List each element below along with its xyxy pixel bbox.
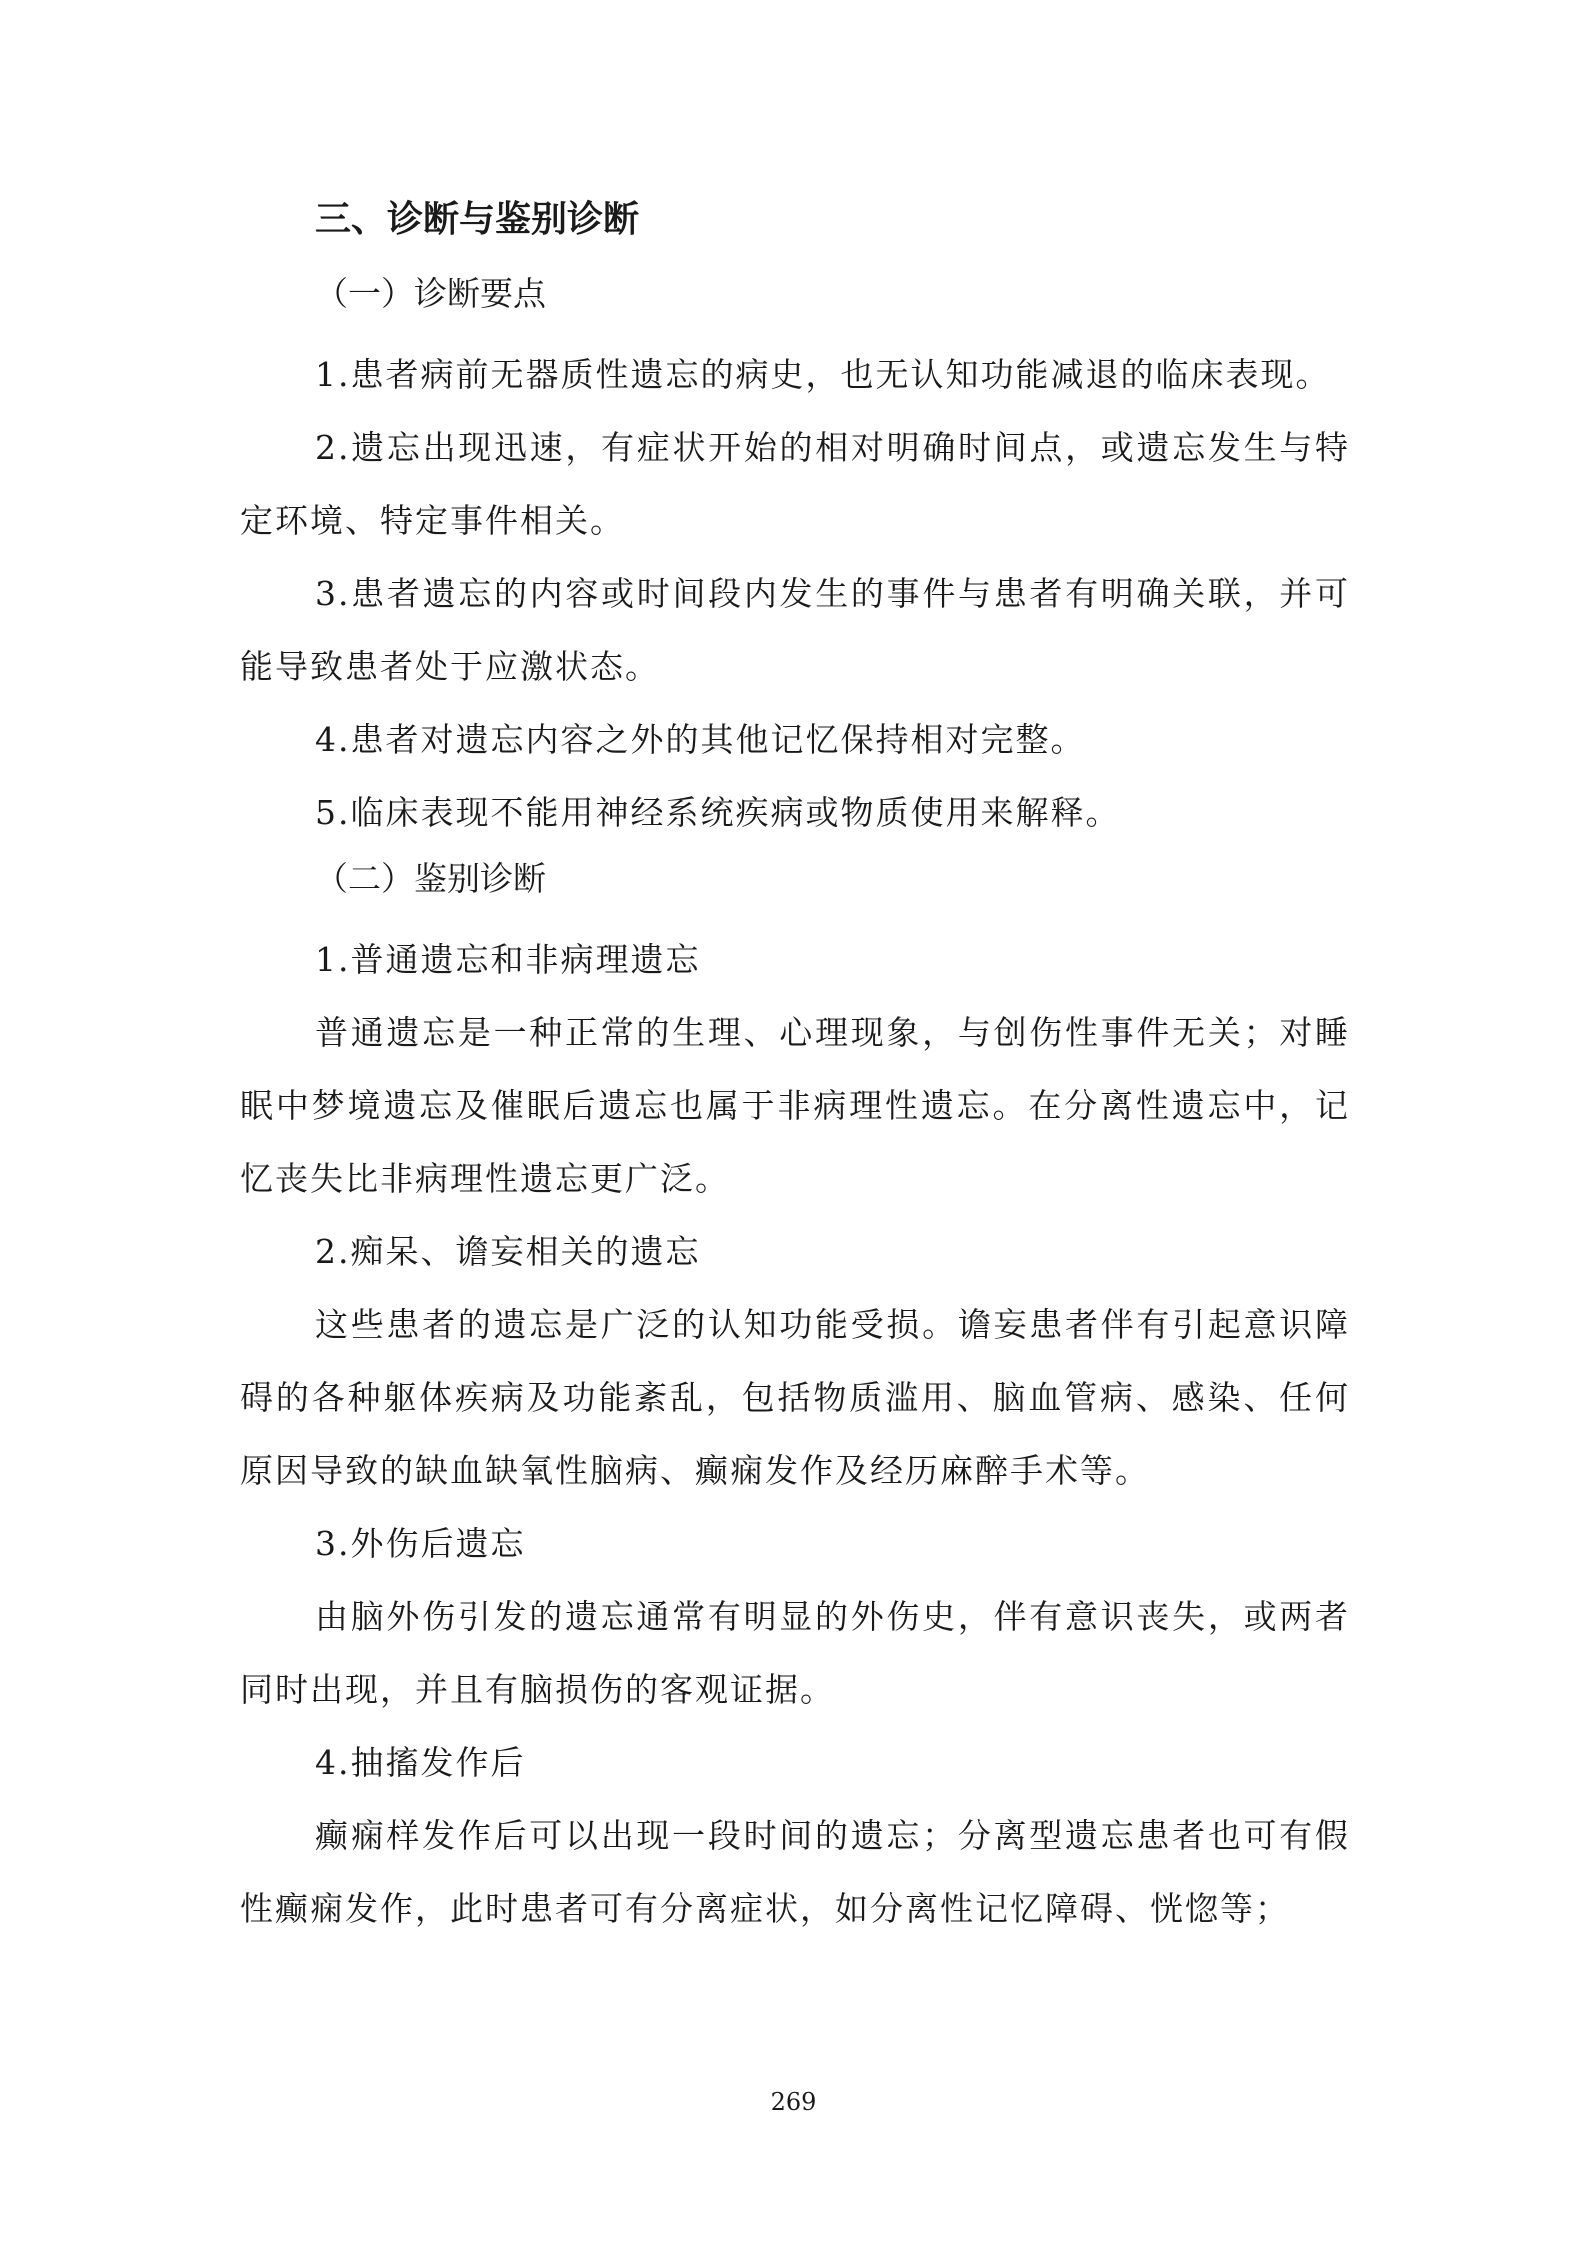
page-number: 269 <box>770 2088 817 2116</box>
subsection-heading-diagnosis-points: （一）诊断要点 <box>315 274 546 313</box>
differential-2-text: 这些患者的遗忘是广泛的认知功能受损。谵妄患者伴有引起意识障碍的各种躯体疾病及功能紊乱，包括物质滥用、脑血管病、感染、任何原因导致的缺血缺氧性脑病、癫痫发作及经历麻醉手术等。 <box>240 1305 1350 1490</box>
differential-3-title: 3.外伤后遗忘 <box>315 1524 526 1563</box>
diagnosis-point-2: 2.遗忘出现迅速，有症状开始的相对明确时间点，或遗忘发生与特定环境、特定事件相关。 <box>240 428 1350 540</box>
section-heading: 三、诊断与鉴别诊断 <box>315 199 640 240</box>
page-body <box>240 190 1350 1945</box>
differential-3-text: 由脑外伤引发的遗忘通常有明显的外伤史，伴有意识丧失，或两者同时出现，并且有脑损伤的客观证据。 <box>240 1597 1350 1709</box>
differential-1-title: 1.普通遗忘和非病理遗忘 <box>315 940 701 979</box>
differential-4-text: 癫痫样发作后可以出现一段时间的遗忘；分离型遗忘患者也可有假性癫痫发作，此时患者可有分离症状，如分离性记忆障碍、恍惚等； <box>240 1816 1350 1928</box>
diagnosis-point-1: 1.患者病前无器质性遗忘的病史，也无认知功能减退的临床表现。 <box>315 355 1331 394</box>
diagnosis-point-4: 4.患者对遗忘内容之外的其他记忆保持相对完整。 <box>315 720 1086 759</box>
diagnosis-point-5: 5.临床表现不能用神经系统疾病或物质使用来解释。 <box>315 793 1121 832</box>
diagnosis-point-3: 3.患者遗忘的内容或时间段内发生的事件与患者有明确关联，并可能导致患者处于应激状态。 <box>240 574 1350 686</box>
differential-1-text: 普通遗忘是一种正常的生理、心理现象，与创伤性事件无关；对睡眠中梦境遗忘及催眠后遗忘也属于非病理性遗忘。在分离性遗忘中，记忆丧失比非病理性遗忘更广泛。 <box>240 1013 1350 1198</box>
subsection-heading-differential: （二）鉴别诊断 <box>315 859 546 898</box>
differential-2-title: 2.痴呆、谵妄相关的遗忘 <box>315 1232 701 1271</box>
differential-4-title: 4.抽搐发作后 <box>315 1743 526 1782</box>
